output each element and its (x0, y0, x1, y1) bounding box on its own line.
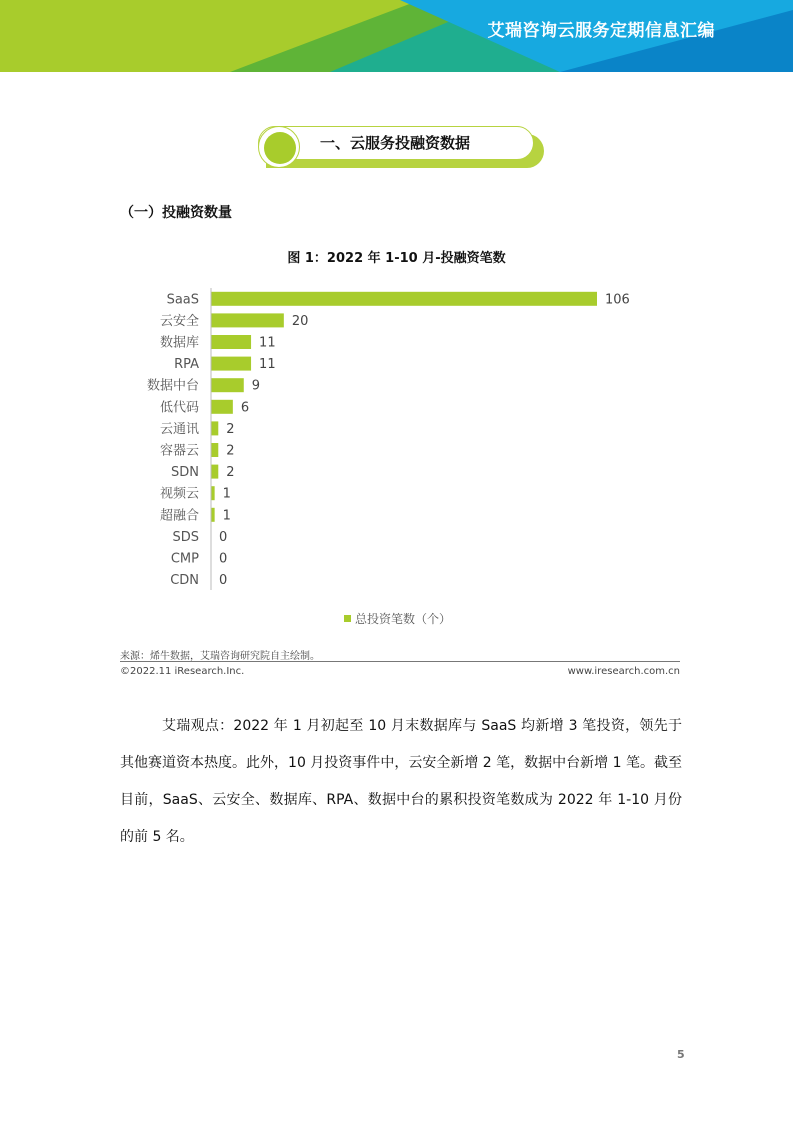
bar (211, 443, 218, 457)
value-label: 2 (226, 443, 235, 459)
copyright: ©2022.11 iResearch.Inc. (120, 666, 245, 677)
bar-chart (120, 284, 680, 594)
bar (211, 421, 218, 435)
category-label: SaaS (166, 292, 199, 308)
category-label: SDN (171, 465, 199, 481)
legend-swatch (344, 615, 351, 622)
category-label: CMP (170, 551, 199, 567)
category-label: 云安全 (159, 313, 199, 329)
value-label: 11 (259, 357, 276, 373)
category-label: 云通讯 (159, 421, 199, 437)
category-label: 视频云 (159, 486, 199, 502)
section-title-badge (258, 126, 548, 170)
category-label: 数据库 (159, 335, 199, 351)
category-label: 超融合 (159, 508, 199, 524)
value-label: 9 (251, 378, 261, 394)
source-note: 来源：烯牛数据，艾瑞咨询研究院自主绘制。 (120, 651, 320, 662)
value-label: 2 (226, 465, 235, 481)
subsection-heading: （一）投融资数量 (120, 205, 232, 221)
bar (211, 400, 233, 414)
category-label: CDN (170, 573, 199, 589)
bar (211, 378, 244, 392)
value-label: 2 (226, 421, 235, 437)
figure-caption: 图 1：2022 年 1-10 月-投融资笔数 (287, 251, 506, 266)
bar (211, 292, 597, 306)
page-number: 5 (677, 1048, 685, 1061)
value-label: 0 (219, 573, 228, 589)
category-label: SDS (172, 529, 199, 545)
category-label: RPA (174, 357, 199, 373)
category-label: 数据中台 (146, 378, 199, 394)
bar (211, 486, 215, 500)
value-label: 6 (240, 400, 250, 416)
value-label: 20 (291, 313, 309, 329)
bar (211, 335, 251, 349)
website-url: www.iresearch.com.cn (567, 666, 680, 677)
category-label: 容器云 (159, 443, 199, 459)
footer-divider (120, 661, 680, 662)
value-label: 1 (222, 486, 231, 502)
bar (211, 508, 215, 522)
chart-legend (344, 610, 451, 627)
value-label: 0 (219, 551, 228, 567)
value-label: 106 (605, 292, 630, 308)
section-title-circle-outer (258, 126, 300, 168)
bar (211, 357, 251, 371)
analysis-paragraph: 艾瑞观点：2022 年 1 月初起至 10 月末数据库与 SaaS 均新增 3 笔投资，领先于其他赛道资本热度。此外，10 月投资事件中，云安全新增 2 笔，数据中台新增 1 笔。截至目前，SaaS、云安全、数据库、RPA、数据中台的累积投资笔数成为 2022 年 1-10 月份的前 5 名。 (120, 718, 682, 845)
value-label: 11 (259, 335, 276, 351)
section-title: 一、云服务投融资数据 (320, 134, 471, 152)
legend-label: 总投资笔数（个） (355, 612, 452, 626)
header-title: 艾瑞咨询云服务定期信息汇编 (487, 21, 715, 41)
category-label: 低代码 (159, 400, 199, 416)
value-label: 0 (219, 529, 228, 545)
section-title-circle (264, 132, 296, 164)
bar (211, 465, 218, 479)
value-label: 1 (222, 508, 231, 524)
bar (211, 313, 284, 327)
